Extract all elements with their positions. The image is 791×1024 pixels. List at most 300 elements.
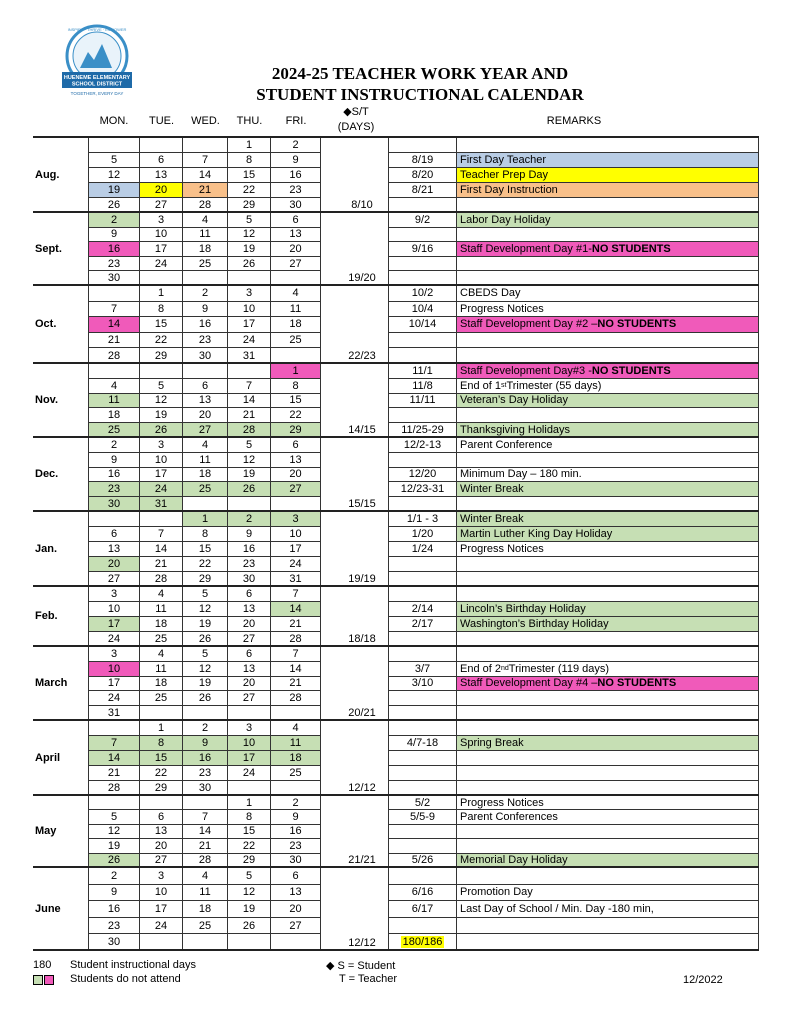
day-cell-thu: 2	[228, 512, 271, 527]
day-cell-fri: 10	[271, 527, 321, 542]
event-date	[388, 839, 457, 853]
logo-motto: TOGETHER, EVERY DAY	[70, 91, 124, 96]
day-cell-tue: 1	[140, 721, 183, 736]
header-fri: FRI.	[285, 115, 307, 127]
day-cell-wed: 1	[183, 512, 228, 527]
day-cell-tue: 4	[140, 587, 183, 602]
event-remark	[457, 602, 759, 617]
day-cell-thu: 1	[228, 796, 271, 810]
month-block-1	[33, 211, 759, 284]
event-remark	[457, 317, 759, 333]
event-remark	[457, 468, 759, 483]
day-cell-mon: 24	[88, 632, 140, 647]
event-date	[388, 257, 457, 272]
event-remark	[457, 617, 759, 632]
calendar-row	[33, 408, 759, 423]
event-date	[388, 168, 457, 183]
day-cell-mon: 12	[88, 825, 140, 839]
day-cell-wed: 28	[183, 854, 228, 868]
day-cell-wed: 9	[183, 736, 228, 751]
day-cell-thu: 15	[228, 825, 271, 839]
day-cell-thu: 19	[228, 468, 271, 483]
calendar-row	[33, 364, 759, 379]
event-remark	[457, 557, 759, 572]
day-cell-wed: 16	[183, 751, 228, 766]
day-cell-tue: 13	[140, 825, 183, 839]
day-cell-tue: 10	[140, 453, 183, 468]
event-remark	[457, 512, 759, 527]
day-cell-mon: 2	[88, 868, 140, 885]
event-date-text: 180/186	[402, 936, 443, 949]
month-label: March	[35, 677, 68, 689]
event-date	[388, 736, 457, 751]
event-remark	[457, 453, 759, 468]
st-days: 14/15	[348, 424, 376, 436]
event-date-text: 8/19	[411, 154, 434, 166]
day-cell-wed: 8	[183, 527, 228, 542]
day-cell-tue: 29	[140, 781, 183, 796]
event-remark	[457, 438, 759, 453]
header-remarks: REMARKS	[546, 115, 602, 127]
day-cell-mon: 9	[88, 228, 140, 243]
day-cell-mon: 9	[88, 453, 140, 468]
day-cell-mon: 11	[88, 394, 140, 409]
day-cell-wed: 5	[183, 647, 228, 662]
event-remark	[457, 286, 759, 302]
event-date	[388, 213, 457, 228]
day-cell-mon: 26	[88, 854, 140, 868]
day-cell-fri: 25	[271, 333, 321, 349]
day-cell-mon	[88, 512, 140, 527]
event-date-text: 5/5-9	[409, 811, 436, 824]
day-cell-fri: 21	[271, 617, 321, 632]
calendar-row	[33, 394, 759, 409]
calendar-row	[33, 512, 759, 527]
day-cell-mon: 30	[88, 934, 140, 951]
remark-text: Minimum Day – 180 min.	[460, 468, 582, 481]
calendar-row	[33, 736, 759, 751]
event-date	[388, 885, 457, 902]
event-date-text: 11/1	[412, 364, 433, 377]
no-students-label: NO STUDENTS	[597, 677, 677, 690]
day-cell-mon: 13	[88, 542, 140, 557]
month-block-0	[33, 136, 759, 211]
calendar-row	[33, 438, 759, 453]
day-cell-wed: 25	[183, 257, 228, 272]
day-cell-thu: 22	[228, 183, 271, 198]
day-cell-fri: 16	[271, 825, 321, 839]
day-cell-wed: 9	[183, 302, 228, 318]
day-cell-mon: 20	[88, 557, 140, 572]
day-cell-mon: 30	[88, 497, 140, 512]
day-cell-thu: 3	[228, 286, 271, 302]
day-cell-wed: 14	[183, 168, 228, 183]
event-date	[388, 482, 457, 497]
event-date	[388, 379, 457, 394]
calendar-row	[33, 557, 759, 572]
day-cell-fri: 9	[271, 153, 321, 168]
day-cell-fri: 23	[271, 183, 321, 198]
day-cell-wed: 11	[183, 228, 228, 243]
event-remark	[457, 691, 759, 706]
day-cell-fri: 3	[271, 512, 321, 527]
calendar-row	[33, 839, 759, 853]
day-cell-wed: 2	[183, 286, 228, 302]
day-cell-wed: 7	[183, 810, 228, 824]
calendar-row	[33, 542, 759, 557]
day-cell-tue	[140, 796, 183, 810]
day-cell-mon	[88, 364, 140, 379]
day-cell-mon: 5	[88, 153, 140, 168]
day-cell-thu: 5	[228, 868, 271, 885]
legend-teacher: T = Teacher	[339, 973, 397, 985]
day-cell-tue: 31	[140, 497, 183, 512]
day-cell-tue: 21	[140, 557, 183, 572]
day-cell-mon: 2	[88, 438, 140, 453]
calendar-row	[33, 587, 759, 602]
no-students-label: NO STUDENTS	[591, 364, 671, 377]
day-cell-wed: 12	[183, 662, 228, 677]
event-remark	[457, 257, 759, 272]
day-cell-fri: 27	[271, 918, 321, 935]
day-cell-thu: 21	[228, 408, 271, 423]
day-cell-fri: 18	[271, 751, 321, 766]
event-remark	[457, 766, 759, 781]
day-cell-thu: 27	[228, 632, 271, 647]
calendar-row	[33, 302, 759, 318]
event-remark	[457, 796, 759, 810]
day-cell-thu: 17	[228, 317, 271, 333]
month-block-9	[33, 794, 759, 866]
remark-text: Progress Notices	[460, 302, 544, 315]
day-cell-mon: 4	[88, 379, 140, 394]
day-cell-mon: 23	[88, 482, 140, 497]
day-cell-mon: 17	[88, 617, 140, 632]
day-cell-tue: 3	[140, 438, 183, 453]
event-date-text: 3/10	[411, 677, 434, 690]
st-days: 20/21	[348, 707, 376, 719]
day-cell-thu: 23	[228, 557, 271, 572]
day-cell-mon: 14	[88, 317, 140, 333]
day-cell-thu: 28	[228, 423, 271, 438]
remark-text: Teacher Prep Day	[460, 169, 549, 181]
remark-text: Thanksgiving Holidays	[460, 424, 571, 437]
legend-swatch	[33, 975, 55, 986]
event-date-text: 10/2	[411, 287, 434, 300]
event-date-text: 12/2-13	[403, 438, 442, 451]
event-date	[388, 317, 457, 333]
event-date	[388, 868, 457, 885]
event-date-text: 9/16	[411, 242, 434, 255]
remark-text: First Day Teacher	[460, 154, 546, 166]
day-cell-fri: 6	[271, 438, 321, 453]
day-cell-fri: 6	[271, 213, 321, 228]
calendar-row	[33, 918, 759, 935]
month-label: Nov.	[35, 394, 59, 406]
day-cell-wed: 19	[183, 617, 228, 632]
event-date-text: 1/20	[411, 528, 434, 540]
day-cell-wed: 6	[183, 379, 228, 394]
day-cell-tue: 11	[140, 662, 183, 677]
day-cell-thu: 29	[228, 198, 271, 213]
day-cell-mon: 30	[88, 271, 140, 286]
day-cell-tue: 19	[140, 408, 183, 423]
day-cell-thu: 10	[228, 736, 271, 751]
calendar-row	[33, 721, 759, 736]
calendar-row	[33, 691, 759, 706]
remark-text: End of 1	[460, 379, 501, 392]
remark-text: Memorial Day Holiday	[460, 854, 568, 867]
st-days: 12/12	[348, 937, 376, 949]
event-remark	[457, 721, 759, 736]
day-cell-thu: 29	[228, 854, 271, 868]
calendar-row	[33, 825, 759, 839]
header-tue: TUE.	[148, 115, 175, 127]
day-cell-mon	[88, 286, 140, 302]
day-cell-wed: 20	[183, 408, 228, 423]
day-cell-mon: 21	[88, 333, 140, 349]
day-cell-wed: 25	[183, 482, 228, 497]
day-cell-fri: 14	[271, 602, 321, 617]
event-date	[388, 408, 457, 423]
header-mon: MON.	[99, 115, 129, 127]
no-students-label: NO STUDENTS	[591, 242, 671, 255]
month-block-2	[33, 284, 759, 362]
event-date	[388, 647, 457, 662]
day-cell-wed: 2	[183, 721, 228, 736]
day-cell-mon: 10	[88, 602, 140, 617]
st-days: 19/19	[348, 573, 376, 585]
event-date	[388, 364, 457, 379]
remark-text: Progress Notices	[460, 796, 544, 809]
day-cell-tue: 25	[140, 691, 183, 706]
remark-text: Parent Conference	[460, 438, 553, 451]
remark-text: Progress Notices	[460, 543, 544, 555]
day-cell-wed: 15	[183, 542, 228, 557]
day-cell-tue: 6	[140, 810, 183, 824]
day-cell-fri: 11	[271, 736, 321, 751]
calendar-row	[33, 168, 759, 183]
day-cell-fri: 24	[271, 557, 321, 572]
logo-name-line1: HUENEME ELEMENTARY	[63, 75, 131, 81]
event-date	[388, 438, 457, 453]
day-cell-fri: 14	[271, 662, 321, 677]
day-cell-thu: 12	[228, 885, 271, 902]
event-remark	[457, 542, 759, 557]
event-date	[388, 677, 457, 692]
month-block-8	[33, 719, 759, 794]
st-days: 15/15	[348, 498, 376, 510]
event-date-text: 2/17	[411, 618, 434, 630]
day-cell-wed: 27	[183, 423, 228, 438]
day-cell-tue: 18	[140, 677, 183, 692]
event-remark	[457, 228, 759, 243]
day-cell-fri: 21	[271, 677, 321, 692]
no-students-label: NO STUDENTS	[597, 318, 677, 331]
calendar-row	[33, 901, 759, 918]
day-cell-fri: 28	[271, 632, 321, 647]
calendar-row	[33, 138, 759, 153]
day-cell-tue: 28	[140, 572, 183, 587]
remark-text: First Day Instruction	[460, 184, 558, 196]
calendar-row	[33, 257, 759, 272]
header-wed: WED.	[191, 115, 220, 127]
event-remark	[457, 885, 759, 902]
district-logo	[54, 22, 140, 108]
event-remark	[457, 839, 759, 853]
day-cell-fri: 2	[271, 796, 321, 810]
event-remark	[457, 736, 759, 751]
day-cell-fri: 23	[271, 839, 321, 853]
day-cell-mon	[88, 138, 140, 153]
day-cell-fri: 30	[271, 198, 321, 213]
day-cell-tue: 6	[140, 153, 183, 168]
event-remark	[457, 810, 759, 824]
day-cell-thu: 19	[228, 901, 271, 918]
remark-text: Martin Luther King Day Holiday	[460, 528, 613, 540]
day-cell-tue	[140, 512, 183, 527]
day-cell-fri: 13	[271, 228, 321, 243]
remark-text: Washington’s Birthday Holiday	[460, 618, 609, 630]
event-date	[388, 691, 457, 706]
calendar-row	[33, 796, 759, 810]
remark-text: CBEDS Day	[460, 287, 521, 300]
day-cell-wed: 11	[183, 885, 228, 902]
day-cell-thu: 12	[228, 228, 271, 243]
remark-text: Staff Development Day #4 –	[460, 677, 598, 690]
day-cell-wed: 28	[183, 198, 228, 213]
calendar-row	[33, 228, 759, 243]
event-date	[388, 138, 457, 153]
event-date-text: 4/7-18	[406, 737, 439, 749]
day-cell-mon: 9	[88, 885, 140, 902]
event-date	[388, 825, 457, 839]
day-cell-fri: 27	[271, 482, 321, 497]
day-cell-wed: 21	[183, 183, 228, 198]
day-cell-thu: 7	[228, 379, 271, 394]
day-cell-tue: 24	[140, 482, 183, 497]
event-date	[388, 512, 457, 527]
month-block-6	[33, 585, 759, 645]
header-days: (DAYS)	[337, 121, 375, 133]
day-cell-mon: 12	[88, 168, 140, 183]
calendar-row	[33, 602, 759, 617]
event-remark	[457, 213, 759, 228]
day-cell-thu: 5	[228, 438, 271, 453]
day-cell-tue: 26	[140, 423, 183, 438]
day-cell-wed: 26	[183, 691, 228, 706]
event-date	[388, 810, 457, 824]
day-cell-wed: 23	[183, 766, 228, 781]
day-cell-fri: 4	[271, 286, 321, 302]
day-cell-wed: 29	[183, 572, 228, 587]
day-cell-fri: 13	[271, 453, 321, 468]
day-cell-thu: 14	[228, 394, 271, 409]
event-remark	[457, 394, 759, 409]
day-cell-thu: 30	[228, 572, 271, 587]
day-cell-mon: 21	[88, 766, 140, 781]
remark-text: Staff Development Day#3 -	[460, 364, 592, 377]
day-cell-wed: 30	[183, 781, 228, 796]
day-cell-tue: 22	[140, 333, 183, 349]
day-cell-tue: 12	[140, 394, 183, 409]
day-cell-fri: 15	[271, 394, 321, 409]
day-cell-tue: 5	[140, 379, 183, 394]
day-cell-fri: 7	[271, 587, 321, 602]
day-cell-tue: 18	[140, 617, 183, 632]
calendar-row	[33, 482, 759, 497]
event-date	[388, 587, 457, 602]
day-cell-mon: 10	[88, 662, 140, 677]
event-date	[388, 242, 457, 257]
calendar-row	[33, 317, 759, 333]
day-cell-fri: 27	[271, 257, 321, 272]
day-cell-thu: 13	[228, 662, 271, 677]
day-cell-tue: 27	[140, 854, 183, 868]
event-remark	[457, 751, 759, 766]
month-label: Jan.	[35, 542, 58, 555]
remark-ordinal: nd	[500, 665, 509, 673]
day-cell-wed	[183, 138, 228, 153]
calendar-row	[33, 868, 759, 885]
remark-text: Lincoln’s Birthday Holiday	[460, 603, 586, 615]
st-days: 22/23	[348, 350, 376, 362]
calendar-row	[33, 810, 759, 824]
table-bottom-border	[33, 949, 759, 951]
day-cell-mon: 19	[88, 839, 140, 853]
day-cell-thu: 6	[228, 587, 271, 602]
event-date	[388, 153, 457, 168]
day-cell-wed: 7	[183, 153, 228, 168]
event-date-text: 1/1 - 3	[406, 513, 439, 525]
day-cell-tue: 8	[140, 302, 183, 318]
day-cell-thu: 3	[228, 721, 271, 736]
event-date-text: 9/2	[414, 213, 431, 226]
header-st: ◆S/T	[343, 106, 369, 118]
day-cell-thu: 24	[228, 333, 271, 349]
day-cell-thu: 8	[228, 810, 271, 824]
day-cell-mon: 16	[88, 468, 140, 483]
calendar-row	[33, 242, 759, 257]
day-cell-fri: 4	[271, 721, 321, 736]
day-cell-tue: 17	[140, 468, 183, 483]
calendar-row	[33, 647, 759, 662]
day-cell-fri: 20	[271, 468, 321, 483]
day-cell-tue: 25	[140, 632, 183, 647]
remark-text: Veteran’s Day Holiday	[460, 394, 569, 407]
day-cell-wed: 23	[183, 333, 228, 349]
day-cell-fri: 30	[271, 854, 321, 868]
event-date-text: 12/23-31	[400, 483, 445, 496]
day-cell-fri: 29	[271, 423, 321, 438]
month-block-3	[33, 362, 759, 436]
day-cell-thu: 20	[228, 617, 271, 632]
day-cell-fri: 28	[271, 691, 321, 706]
st-days: 18/18	[348, 633, 376, 645]
day-cell-wed: 30	[183, 348, 228, 364]
day-cell-tue: 3	[140, 213, 183, 228]
remark-tail: Trimester (119 days)	[508, 662, 610, 675]
calendar-row	[33, 468, 759, 483]
day-cell-fri: 7	[271, 647, 321, 662]
month-label: April	[35, 751, 61, 764]
event-remark	[457, 379, 759, 394]
day-cell-thu: 6	[228, 647, 271, 662]
event-date-text: 11/11	[409, 394, 436, 407]
event-date	[388, 542, 457, 557]
day-cell-mon: 31	[88, 706, 140, 721]
month-label: June	[35, 902, 61, 915]
